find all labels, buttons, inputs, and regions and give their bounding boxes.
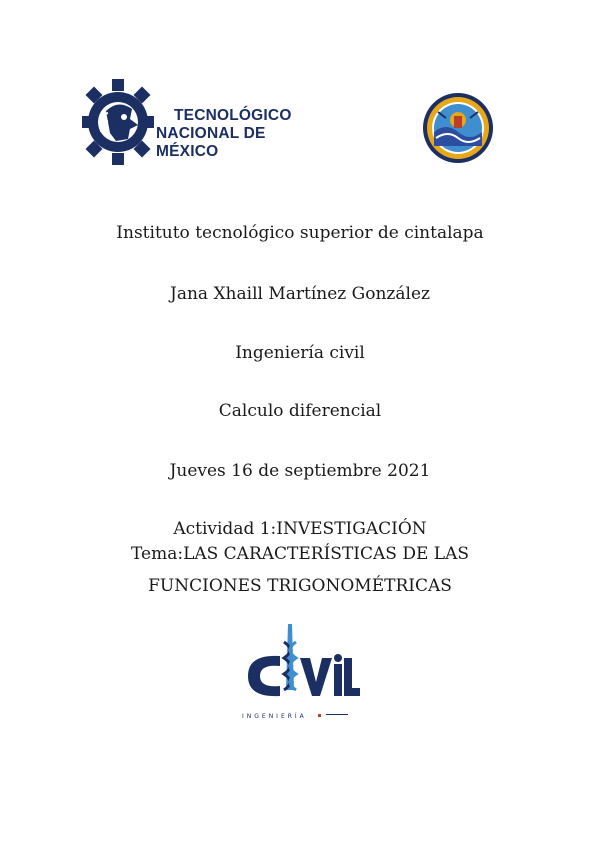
civil-subtext: INGENIERÍA: [242, 713, 307, 720]
date-text: Jueves 16 de septiembre 2021: [169, 461, 431, 481]
institute-seal: [422, 92, 494, 164]
topic-line-2: FUNCIONES TRIGONOMÉTRICAS: [148, 576, 452, 596]
civil-logo: [238, 620, 360, 724]
tecnm-logo: [76, 73, 314, 171]
activity-title: Actividad 1:INVESTIGACIÓN: [173, 519, 427, 539]
student-name: Jana Xhaill Martínez González: [170, 284, 430, 304]
subject-name: Calculo diferencial: [218, 401, 382, 421]
institute-seal-icon: [422, 92, 494, 164]
institute-name: Instituto tecnológico superior de cintalapa: [116, 223, 484, 243]
tecnm-line2: NACIONAL DE MÉXICO: [156, 125, 266, 160]
tecnm-line1: TECNOLÓGICO: [174, 107, 292, 124]
civil-emblem-icon: [238, 620, 360, 724]
tecnm-emblem-icon: [80, 75, 158, 169]
topic-line-1: Tema:LAS CARACTERÍSTICAS DE LAS: [131, 544, 469, 564]
career-name: Ingeniería civil: [235, 343, 365, 363]
